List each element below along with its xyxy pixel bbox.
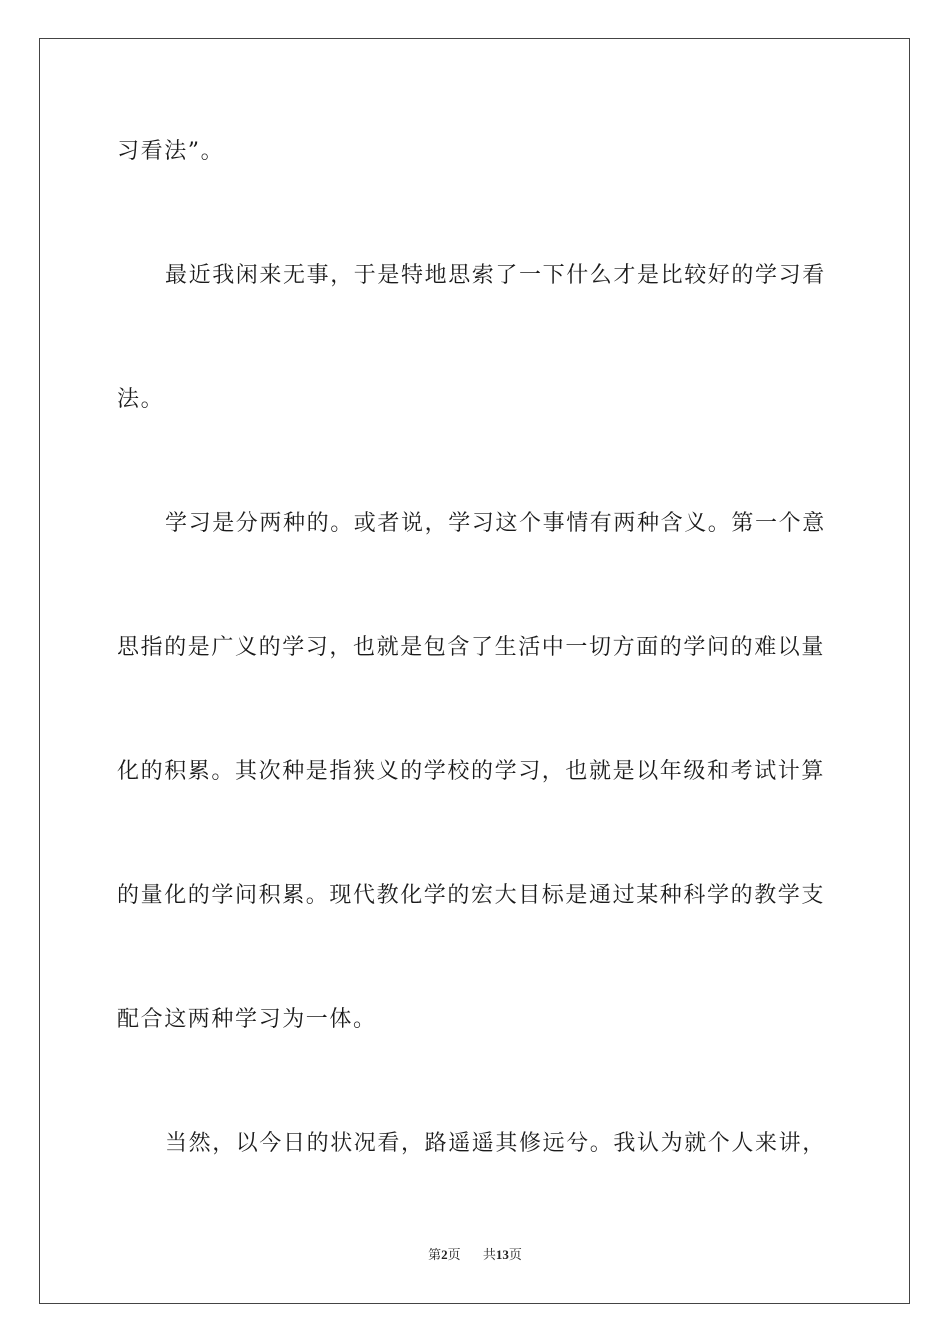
page-number: 2	[441, 1247, 448, 1262]
page-border	[39, 38, 910, 1304]
text-line-6: 化的积累。其次种是指狭义的学校的学习，也就是以年级和考试计算	[117, 759, 826, 784]
total-pages: 13	[495, 1247, 509, 1262]
page-footer	[0, 1246, 950, 1265]
total-suffix: 页	[508, 1248, 522, 1263]
text-line-5: 思指的是广义的学习，也就是包含了生活中一切方面的学问的难以量	[117, 635, 826, 660]
text-line-8: 配合这两种学习为一体。	[117, 1007, 377, 1032]
text-line-4: 学习是分两种的。或者说，学习这个事情有两种含义。第一个意	[165, 511, 826, 536]
text-line-1: 习看法”。	[117, 139, 225, 164]
page-prefix: 第	[428, 1248, 442, 1263]
text-line-2: 最近我闲来无事，于是特地思索了一下什么才是比较好的学习看	[165, 263, 826, 288]
total-prefix: 共	[482, 1248, 496, 1263]
text-line-9: 当然，以今日的状况看，路遥遥其修远兮。我认为就个人来讲，	[165, 1131, 826, 1156]
text-line-3: 法。	[117, 387, 165, 412]
text-line-7: 的量化的学问积累。现代教化学的宏大目标是通过某种科学的教学支	[117, 883, 826, 908]
page-suffix: 页	[447, 1248, 461, 1263]
